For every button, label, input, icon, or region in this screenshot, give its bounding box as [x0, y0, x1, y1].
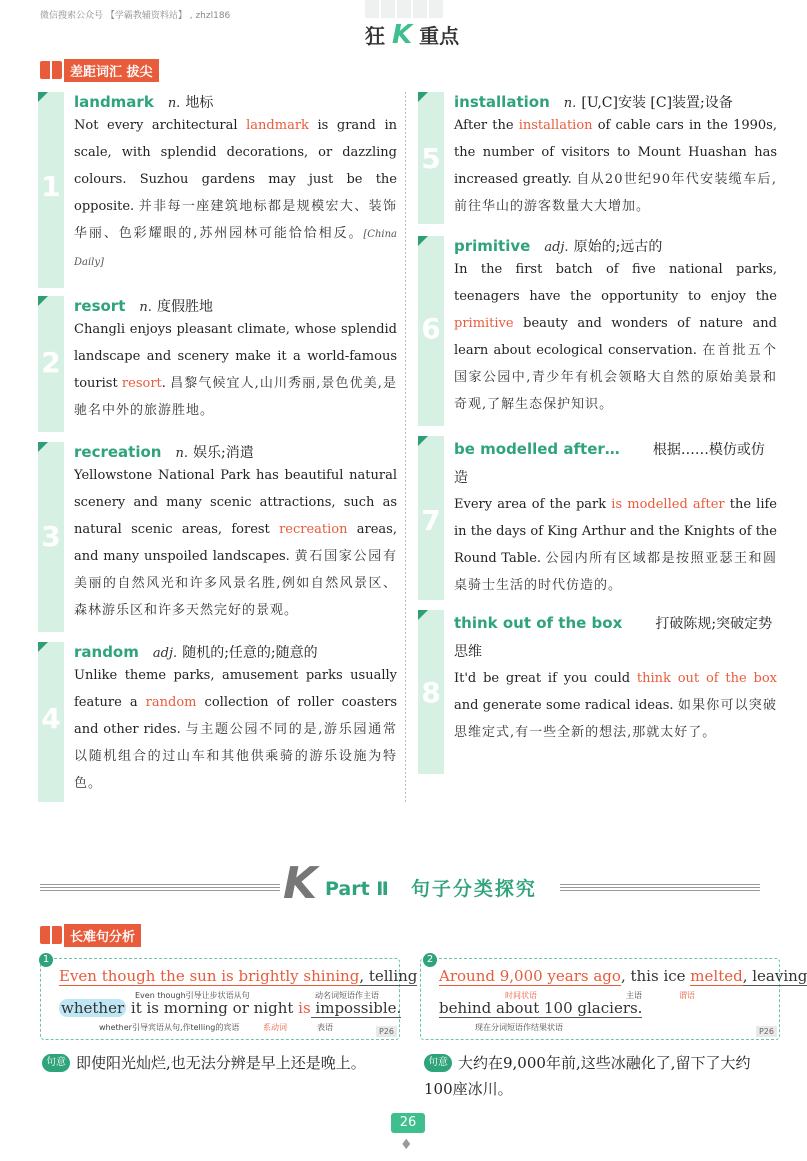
- section-heading-vocab: [40, 59, 159, 81]
- word-meaning: 根据……模仿或仿造: [454, 442, 765, 486]
- section-label: 长难句分析: [64, 924, 141, 947]
- vocab-entry: [38, 442, 398, 632]
- chinese-translation: 并非每一座建筑地标都是规模宏大、装饰华丽、色彩耀眼的,苏州园林可能恰恰相反。: [74, 199, 397, 241]
- example-sentence: After the installation of cable cars in the 1990s, the number of visitors to Mount Huashan has increased greatly. 自从20世纪90年代安装缆车后,前往华山的游客数量大大增加。: [454, 118, 777, 214]
- word-meaning: [U,C]安装 [C]装置;设备: [581, 95, 733, 111]
- example-sentence: Yellowstone National Park has beautiful natural scenery and many scenic attractions, such as natural scenic areas, forest recreation areas, and many unspoiled landscapes. 黄石国家公园有美丽的自然风光和许多风景名胜,例如自然风景区、森林游乐区和许多天然完好的景观。: [74, 468, 397, 618]
- part-divider-left: [40, 884, 280, 892]
- highlighted-term: is modelled after: [611, 497, 725, 512]
- brand-logo: [365, 20, 459, 50]
- section-heading-sentences: [40, 924, 141, 946]
- part-of-speech: adj.: [152, 646, 178, 661]
- part-of-speech: n.: [563, 96, 577, 111]
- entry-number-bar: [418, 610, 444, 774]
- word-meaning: 度假胜地: [156, 299, 213, 315]
- annotation: 主语: [626, 991, 642, 1000]
- header-note: 微信搜索公众号 【学霸教辅资料站】 , zhzl186: [40, 11, 231, 21]
- word-meaning: 打破陈规;突破定势思维: [454, 616, 773, 660]
- vocab-word: installation: [454, 93, 550, 111]
- entry-number: 6: [421, 312, 441, 345]
- part-of-speech: n.: [175, 446, 188, 461]
- vocab-entry: [418, 236, 778, 426]
- sentence-number: 2: [423, 953, 437, 967]
- entry-number: 4: [41, 702, 61, 735]
- example-sentence: Changli enjoys pleasant climate, whose splendid landscape and scenery make it a world-famous tourist resort. 昌黎气候宜人,山川秀丽,景色优美,是驰名中外的旅游胜地。: [74, 322, 397, 418]
- entry-number-bar: [38, 92, 64, 288]
- word-meaning: 原始的;远古的: [573, 239, 663, 255]
- chinese-translation: 自从20世纪90年代安装缆车后,前往华山的游客数量大大增加。: [454, 172, 777, 214]
- entry-number-bar: [418, 436, 444, 600]
- meaning-badge: 句意: [424, 1054, 452, 1072]
- vocab-entry: [38, 296, 398, 432]
- chinese-translation: 昌黎气候宜人,山川秀丽,景色优美,是驰名中外的旅游胜地。: [74, 376, 397, 418]
- brand-right: 重点: [419, 24, 460, 48]
- page-reference: P26: [376, 1026, 397, 1037]
- annotation: 时间状语: [505, 991, 537, 1000]
- example-sentence: Not every architectural landmark is grand in scale, with splendid decorations, or dazzling colours. Suzhou gardens may just be the opposite. 并非每一座建筑地标都是规模宏大、装饰华丽、色彩耀眼的,苏州园林可能恰恰相反。[China Daily]: [74, 118, 397, 268]
- example-sentence: Every area of the park is modelled after the life in the days of King Arthur and the Knights of the Round Table. 公园内所有区域都是按照亚瑟王和圆桌骑士生活的时代仿造的。: [454, 497, 778, 593]
- entry-number: 8: [421, 676, 441, 709]
- example-sentence: Unlike theme parks, amusement parks usually feature a random collection of roller coasters and other rides. 与主题公园不同的是,游乐园通常以随机组合的过山车和其他供乘骑的游乐设施为特色。: [74, 668, 397, 791]
- entry-number: 7: [421, 504, 441, 537]
- annotation: Even though引导让步状语从句: [135, 991, 250, 1000]
- sentence-translation: 即使阳光灿烂,也无法分辨是早上还是晚上。: [76, 1054, 366, 1072]
- highlighted-term: resort: [121, 376, 162, 391]
- highlighted-term: think out of the box: [636, 671, 777, 686]
- book-icon: [40, 926, 62, 944]
- entry-number: 1: [41, 170, 61, 203]
- sentence-line: behind about 100 glaciers.: [439, 999, 643, 1017]
- vocab-entry: [38, 642, 398, 802]
- entry-number-bar: [38, 642, 64, 802]
- book-icon: [40, 61, 62, 79]
- word-meaning: 地标: [185, 95, 214, 111]
- chinese-translation: 黄石国家公园有美丽的自然风光和许多风景名胜,例如自然风景区、森林游乐区和许多天然完好的景观。: [74, 549, 397, 618]
- word-meaning: 随机的;任意的;随意的: [182, 645, 318, 661]
- annotation: 谓语: [679, 991, 695, 1000]
- vocab-word: think out of the box: [454, 614, 623, 632]
- highlighted-term: recreation: [279, 522, 348, 537]
- part-of-speech: n.: [139, 300, 152, 315]
- vocab-word: landmark: [74, 93, 154, 111]
- part-subtitle: 句子分类探究: [410, 878, 537, 900]
- annotation: 动名词短语作主语: [315, 991, 379, 1000]
- part-of-speech: n.: [167, 96, 181, 111]
- sentence-analysis-box: [40, 954, 418, 1040]
- example-sentence: In the first batch of five national parks, teenagers have the opportunity to enjoy the primitive beauty and wonders of nature and learn about ecological conservation. 在首批五个国家公园中,青少年有机会领略大自然的原始美景和奇观,了解生态保护知识。: [454, 262, 777, 412]
- part-label: Part Ⅱ: [325, 878, 389, 900]
- brand-k: K: [391, 20, 413, 50]
- bird-icon: ♦: [400, 1137, 413, 1153]
- annotation: whether引导宾语从句,作telling的宾语: [99, 1023, 240, 1032]
- section-label: 差距词汇 拔尖: [64, 59, 159, 82]
- vocab-entry: [418, 610, 778, 774]
- entry-number-bar: [418, 236, 444, 426]
- sentence-line: whether it is morning or night is impossible.: [61, 999, 402, 1017]
- source-citation: [China Daily]: [74, 229, 397, 268]
- chinese-translation: 在首批五个国家公园中,青少年有机会领略大自然的原始美景和奇观,了解生态保护知识。: [454, 343, 777, 412]
- brand-left: 狂: [365, 24, 385, 48]
- entry-number-bar: [38, 296, 64, 432]
- part-title: [325, 874, 537, 901]
- page-number: 26: [391, 1113, 425, 1133]
- vocab-word: primitive: [454, 237, 531, 255]
- chinese-translation: 公园内所有区域都是按照亚瑟王和圆桌骑士生活的时代仿造的。: [454, 551, 777, 593]
- highlighted-term: random: [145, 695, 197, 710]
- sentence-number: 1: [39, 953, 53, 967]
- vocab-word: recreation: [74, 443, 162, 461]
- entry-number-bar: [418, 92, 444, 224]
- entry-number-bar: [38, 442, 64, 632]
- vocab-entry: [418, 92, 778, 224]
- annotation: 现在分词短语作结果状语: [475, 1023, 563, 1032]
- chinese-translation: 与主题公园不同的是,游乐园通常以随机组合的过山车和其他供乘骑的游乐设施为特色。: [74, 722, 397, 791]
- entry-number: 3: [41, 520, 61, 553]
- vocab-entry: [38, 92, 398, 288]
- header-decoration: [365, 0, 445, 18]
- highlighted-term: landmark: [246, 118, 309, 133]
- word-meaning: 娱乐;消遣: [193, 445, 254, 461]
- annotation: 表语: [317, 1023, 333, 1032]
- page-reference: P26: [756, 1026, 777, 1037]
- annotation: 系动词: [263, 1023, 287, 1032]
- sentence-line: Even though the sun is brightly shining, telling: [59, 967, 418, 985]
- part-k-logo: K: [283, 858, 318, 909]
- vocab-word: resort: [74, 297, 126, 315]
- highlighted-term: primitive: [454, 316, 514, 331]
- entry-number: 5: [421, 142, 441, 175]
- vocab-word: random: [74, 643, 139, 661]
- column-divider: [405, 92, 406, 802]
- sentence-line: Around 9,000 years ago, this ice melted, leaving: [439, 967, 807, 985]
- sentence-analysis-box: [420, 954, 807, 1040]
- highlighted-term: installation: [518, 118, 593, 133]
- chinese-translation: 如果你可以突破思维定式,有一些全新的想法,那就太好了。: [454, 698, 777, 740]
- meaning-badge: 句意: [42, 1054, 70, 1072]
- part-divider-right: [560, 884, 760, 892]
- vocab-word: be modelled after…: [454, 440, 620, 458]
- entry-number: 2: [41, 346, 61, 379]
- example-sentence: It'd be great if you could think out of the box and generate some radical ideas. 如果你可以突破思维定式,有一些全新的想法,那就太好了。: [454, 671, 777, 740]
- sentence-translation: 大约在9,000年前,这些冰融化了,留下了大约100座冰川。: [424, 1054, 751, 1098]
- vocab-entry: [418, 436, 778, 600]
- part-of-speech: adj.: [544, 240, 569, 255]
